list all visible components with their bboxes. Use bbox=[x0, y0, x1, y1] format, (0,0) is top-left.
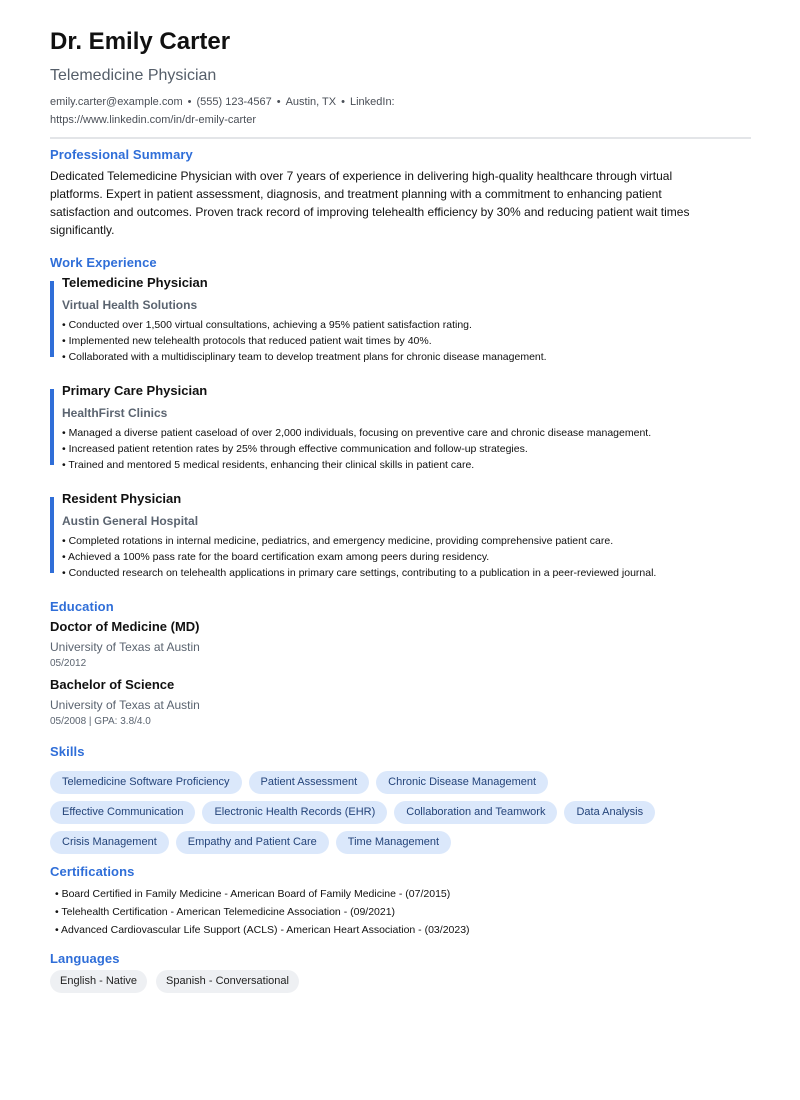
job-bullet: • Achieved a 100% pass rate for the board certification exam among peers during residency. bbox=[62, 551, 490, 563]
job-title: Resident Physician bbox=[62, 491, 182, 506]
skill-chip: Chronic Disease Management bbox=[376, 771, 548, 794]
job-bullets bbox=[62, 533, 751, 581]
job-bullets bbox=[62, 425, 751, 473]
job-bullet: • Conducted over 1,500 virtual consultations, achieving a 95% patient satisfaction rating. bbox=[62, 319, 472, 331]
job-entry bbox=[50, 491, 751, 581]
job-bullet: • Increased patient retention rates by 25% through effective communication and follow-up strategies. bbox=[62, 443, 528, 455]
contact-separator: • bbox=[341, 96, 345, 108]
education-degree: Doctor of Medicine (MD) bbox=[50, 619, 200, 634]
language-chip: English - Native bbox=[50, 970, 147, 993]
job-bullet: • Managed a diverse patient caseload of over 2,000 individuals, focusing on preventive care and chronic disease management. bbox=[62, 427, 652, 439]
section-heading-education: Education bbox=[50, 599, 114, 614]
certification-item: • Telehealth Certification - American Telemedicine Association - (09/2021) bbox=[55, 906, 396, 918]
candidate-title: Telemedicine Physician bbox=[50, 67, 217, 84]
languages-list bbox=[50, 970, 751, 993]
header-divider bbox=[50, 137, 751, 139]
job-entry bbox=[50, 275, 751, 365]
job-company: HealthFirst Clinics bbox=[62, 406, 168, 420]
skill-chip: Electronic Health Records (EHR) bbox=[202, 801, 387, 824]
skill-chip: Effective Communication bbox=[50, 801, 195, 824]
certification-item: • Advanced Cardiovascular Life Support (ACLS) - American Heart Association - (03/2023) bbox=[55, 924, 470, 936]
education-entry bbox=[50, 619, 751, 671]
section-heading-certifications: Certifications bbox=[50, 864, 135, 879]
summary-text: Dedicated Telemedicine Physician with over 7 years of experience in delivering high-quality healthcare through virtual platforms. Expert in patient assessment, diagnosis, and treatment planning with a commitment to enhancing patient satisfaction and outcomes. Proven track record of improving telehealth efficiency by 30% and reducing patient wait times significantly. bbox=[50, 169, 690, 237]
job-bullets bbox=[62, 317, 751, 365]
section-heading-summary: Professional Summary bbox=[50, 147, 193, 162]
job-entry bbox=[50, 383, 751, 473]
education-school: University of Texas at Austin bbox=[50, 640, 200, 654]
language-chip: Spanish - Conversational bbox=[156, 970, 299, 993]
section-heading-skills: Skills bbox=[50, 744, 85, 759]
certifications-list bbox=[50, 885, 751, 939]
contact-separator: • bbox=[276, 96, 281, 108]
skill-chip: Time Management bbox=[336, 831, 451, 854]
contact-linkedin-label: LinkedIn: bbox=[349, 96, 395, 108]
contact-email[interactable]: emily.carter@example.com bbox=[50, 96, 183, 108]
skill-chip: Empathy and Patient Care bbox=[176, 831, 329, 854]
education-meta: 05/2008 | GPA: 3.8/4.0 bbox=[50, 716, 151, 727]
skill-chip: Patient Assessment bbox=[249, 771, 370, 794]
job-title: Primary Care Physician bbox=[62, 383, 208, 398]
certifications-section bbox=[50, 864, 751, 939]
skill-chip: Collaboration and Teamwork bbox=[394, 801, 557, 824]
job-title: Telemedicine Physician bbox=[62, 275, 208, 290]
job-bullet: • Implemented new telehealth protocols that reduced patient wait times by 40%. bbox=[62, 335, 432, 347]
job-bullet: • Trained and mentored 5 medical residents, enhancing their clinical skills in patient care. bbox=[62, 459, 475, 471]
skill-chip: Telemedicine Software Proficiency bbox=[50, 771, 242, 794]
contact-phone[interactable]: (555) 123-4567 bbox=[196, 96, 272, 108]
education-entry bbox=[50, 677, 751, 729]
section-heading-experience: Work Experience bbox=[50, 255, 157, 270]
section-heading-languages: Languages bbox=[50, 951, 120, 966]
candidate-name: Dr. Emily Carter bbox=[50, 28, 231, 55]
contact-separator: • bbox=[187, 96, 192, 108]
contact-linkedin-url[interactable]: https://www.linkedin.com/in/dr-emily-carter bbox=[50, 114, 257, 126]
job-bullet: • Collaborated with a multidisciplinary team to develop treatment plans for chronic disease management. bbox=[62, 351, 547, 363]
certification-item: • Board Certified in Family Medicine - American Board of Family Medicine - (07/2015) bbox=[55, 888, 451, 900]
education-meta: 05/2012 bbox=[50, 658, 87, 669]
experience-section bbox=[50, 255, 751, 581]
education-degree: Bachelor of Science bbox=[50, 677, 175, 692]
contact-line bbox=[50, 93, 410, 129]
education-school: University of Texas at Austin bbox=[50, 698, 200, 712]
job-company: Austin General Hospital bbox=[62, 514, 199, 528]
resume-page bbox=[50, 28, 751, 993]
summary-section bbox=[50, 147, 751, 239]
job-bullet: • Conducted research on telehealth applications in primary care settings, contributing to a publication in a peer-reviewed journal. bbox=[62, 567, 657, 579]
job-company: Virtual Health Solutions bbox=[62, 298, 198, 312]
resume-header bbox=[50, 28, 751, 139]
education-section bbox=[50, 599, 751, 729]
job-bullet: • Completed rotations in internal medicine, pediatrics, and emergency medicine, providing comprehensive patient care. bbox=[62, 535, 614, 547]
skills-section bbox=[50, 744, 751, 854]
skill-chip: Data Analysis bbox=[564, 801, 655, 824]
languages-section bbox=[50, 951, 751, 993]
contact-location: Austin, TX bbox=[285, 96, 337, 108]
skills-list bbox=[50, 771, 690, 854]
skill-chip: Crisis Management bbox=[50, 831, 169, 854]
